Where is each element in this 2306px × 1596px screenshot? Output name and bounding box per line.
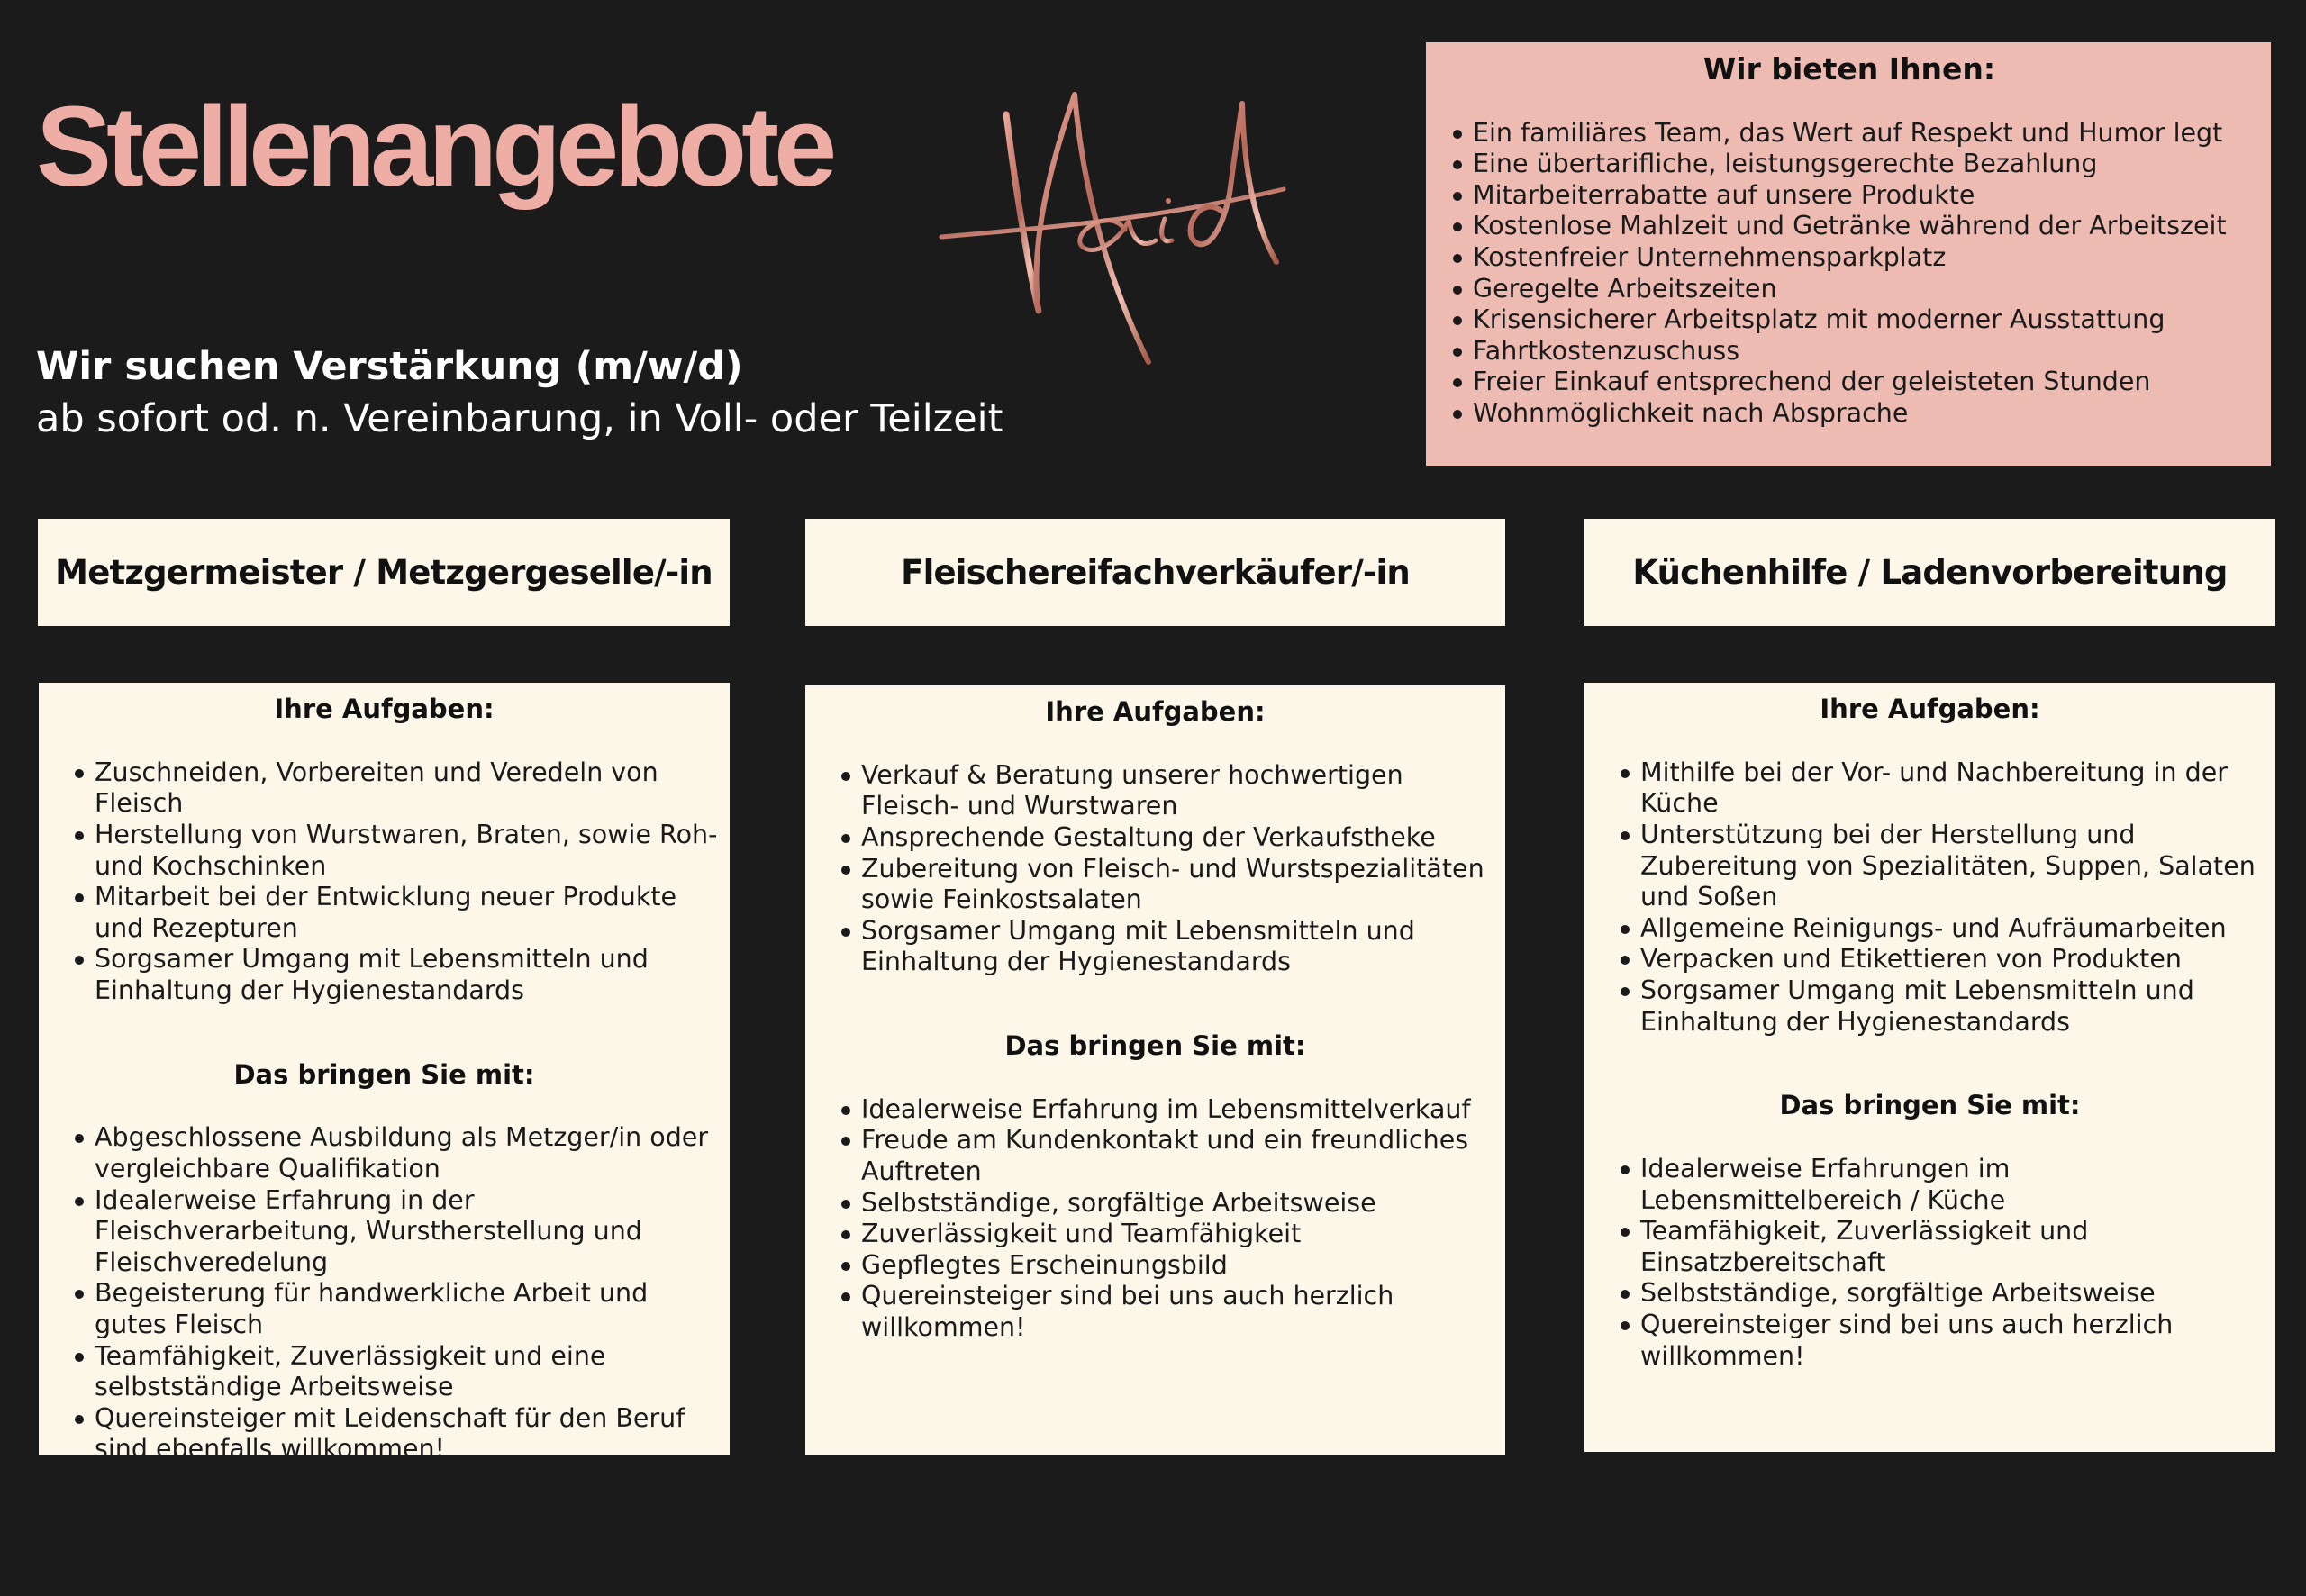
list-item: Unterstützung bei der Herstellung und Zubereitung von Spezialitäten, Suppen, Salaten und Soßen bbox=[1640, 820, 2270, 913]
list-item: Idealerweise Erfahrung in der Fleischverarbeitung, Wurstherstellung und Fleischveredelung bbox=[95, 1185, 724, 1279]
job-title-butcher: Metzgermeister / Metzgergeselle/-in bbox=[38, 519, 730, 626]
list-item: Kostenlose Mahlzeit und Getränke während der Arbeitszeit bbox=[1473, 211, 2249, 242]
list-item: Quereinsteiger sind bei uns auch herzlich willkommen! bbox=[861, 1281, 1500, 1343]
list-item: Zuschneiden, Vorbereiten und Veredeln von Fleisch bbox=[95, 757, 724, 820]
subtitle-line: ab sofort od. n. Vereinbarung, in Voll- oder Teilzeit bbox=[36, 396, 1003, 441]
subtitle-heading: Wir suchen Verstärkung (m/w/d) bbox=[36, 344, 743, 389]
list-item: Verpacken und Etikettieren von Produkten bbox=[1640, 944, 2270, 975]
benefits-heading: Wir bieten Ihnen: bbox=[1702, 51, 1996, 86]
tasks-heading: Ihre Aufgaben: bbox=[1820, 694, 2040, 724]
list-item: Abgeschlossene Ausbildung als Metzger/in oder vergleichbare Qualifikation bbox=[95, 1122, 724, 1184]
list-item: Idealerweise Erfahrungen im Lebensmittelbereich / Küche bbox=[1640, 1154, 2270, 1216]
requirements-list bbox=[1617, 1154, 2270, 1372]
tasks-list bbox=[838, 760, 1500, 978]
list-item: Teamfähigkeit, Zuverlässigkeit und eine selbstständige Arbeitsweise bbox=[95, 1341, 724, 1403]
list-item: Selbstständige, sorgfältige Arbeitsweise bbox=[861, 1188, 1500, 1220]
list-item: Ansprechende Gestaltung der Verkaufstheke bbox=[861, 822, 1500, 854]
list-item: Gepflegtes Erscheinungsbild bbox=[861, 1250, 1500, 1282]
requirements-heading: Das bringen Sie mit: bbox=[1004, 1029, 1306, 1061]
list-item: Herstellung von Wurstwaren, Braten, sowie Roh- und Kochschinken bbox=[95, 820, 724, 882]
tasks-heading: Ihre Aufgaben: bbox=[274, 694, 495, 724]
list-item: Sorgsamer Umgang mit Lebensmitteln und Einhaltung der Hygienestandards bbox=[95, 944, 724, 1006]
list-item: Mitarbeiterrabatte auf unsere Produkte bbox=[1473, 180, 2249, 212]
list-item: Fahrtkostenzuschuss bbox=[1473, 336, 2249, 367]
list-item: Idealerweise Erfahrung im Lebensmittelverkauf bbox=[861, 1094, 1500, 1126]
list-item: Begeisterung für handwerkliche Arbeit und gutes Fleisch bbox=[95, 1278, 724, 1340]
list-item: Zubereitung von Fleisch- und Wurstspezialitäten sowie Feinkostsalaten bbox=[861, 854, 1500, 916]
tasks-list bbox=[1617, 757, 2270, 1038]
list-item: Eine übertarifliche, leistungsgerechte Bezahlung bbox=[1473, 149, 2249, 180]
job-card-butcher bbox=[39, 683, 730, 1465]
haid-logo bbox=[932, 86, 1347, 369]
list-item: Sorgsamer Umgang mit Lebensmitteln und Einhaltung der Hygienestandards bbox=[861, 916, 1500, 978]
list-item: Allgemeine Reinigungs- und Aufräumarbeiten bbox=[1640, 913, 2270, 945]
list-item: Selbstständige, sorgfältige Arbeitsweise bbox=[1640, 1278, 2270, 1310]
list-item: Quereinsteiger sind bei uns auch herzlich willkommen! bbox=[1640, 1310, 2270, 1372]
job-title-kitchen: Küchenhilfe / Ladenvorbereitung bbox=[1584, 519, 2275, 626]
list-item: Teamfähigkeit, Zuverlässigkeit und Einsatzbereitschaft bbox=[1640, 1216, 2270, 1278]
page-title: Stellenangebote bbox=[36, 83, 832, 210]
list-item: Zuverlässigkeit und Teamfähigkeit bbox=[861, 1219, 1500, 1250]
list-item: Verkauf & Beratung unserer hochwertigen Fleisch- und Wurstwaren bbox=[861, 760, 1500, 822]
requirements-heading: Das bringen Sie mit: bbox=[233, 1058, 535, 1090]
list-item: Ein familiäres Team, das Wert auf Respekt und Humor legt bbox=[1473, 118, 2249, 150]
list-item: Mithilfe bei der Vor- und Nachbereitung in der Küche bbox=[1640, 757, 2270, 820]
tasks-list bbox=[71, 757, 724, 1007]
requirements-heading: Das bringen Sie mit: bbox=[1779, 1090, 2081, 1121]
benefits-box bbox=[1426, 42, 2271, 466]
list-item: Mitarbeit bei der Entwicklung neuer Produkte und Rezepturen bbox=[95, 882, 724, 944]
benefits-list bbox=[1449, 118, 2249, 430]
requirements-list bbox=[71, 1122, 724, 1465]
list-item: Quereinsteiger mit Leidenschaft für den Beruf sind ebenfalls willkommen! bbox=[95, 1403, 724, 1465]
list-item: Sorgsamer Umgang mit Lebensmitteln und Einhaltung der Hygienestandards bbox=[1640, 975, 2270, 1038]
list-item: Kostenfreier Unternehmensparkplatz bbox=[1473, 242, 2249, 274]
list-item: Freier Einkauf entsprechend der geleisteten Stunden bbox=[1473, 367, 2249, 398]
list-item: Freude am Kundenkontakt und ein freundliches Auftreten bbox=[861, 1125, 1500, 1187]
job-card-sales bbox=[805, 685, 1505, 1455]
list-item: Wohnmöglichkeit nach Absprache bbox=[1473, 398, 2249, 430]
requirements-list bbox=[838, 1094, 1500, 1344]
job-title-sales: Fleischereifachverkäufer/-in bbox=[805, 519, 1505, 626]
list-item: Krisensicherer Arbeitsplatz mit moderner Ausstattung bbox=[1473, 304, 2249, 336]
tasks-heading: Ihre Aufgaben: bbox=[1045, 696, 1266, 727]
job-card-kitchen bbox=[1584, 683, 2275, 1452]
list-item: Geregelte Arbeitszeiten bbox=[1473, 274, 2249, 305]
